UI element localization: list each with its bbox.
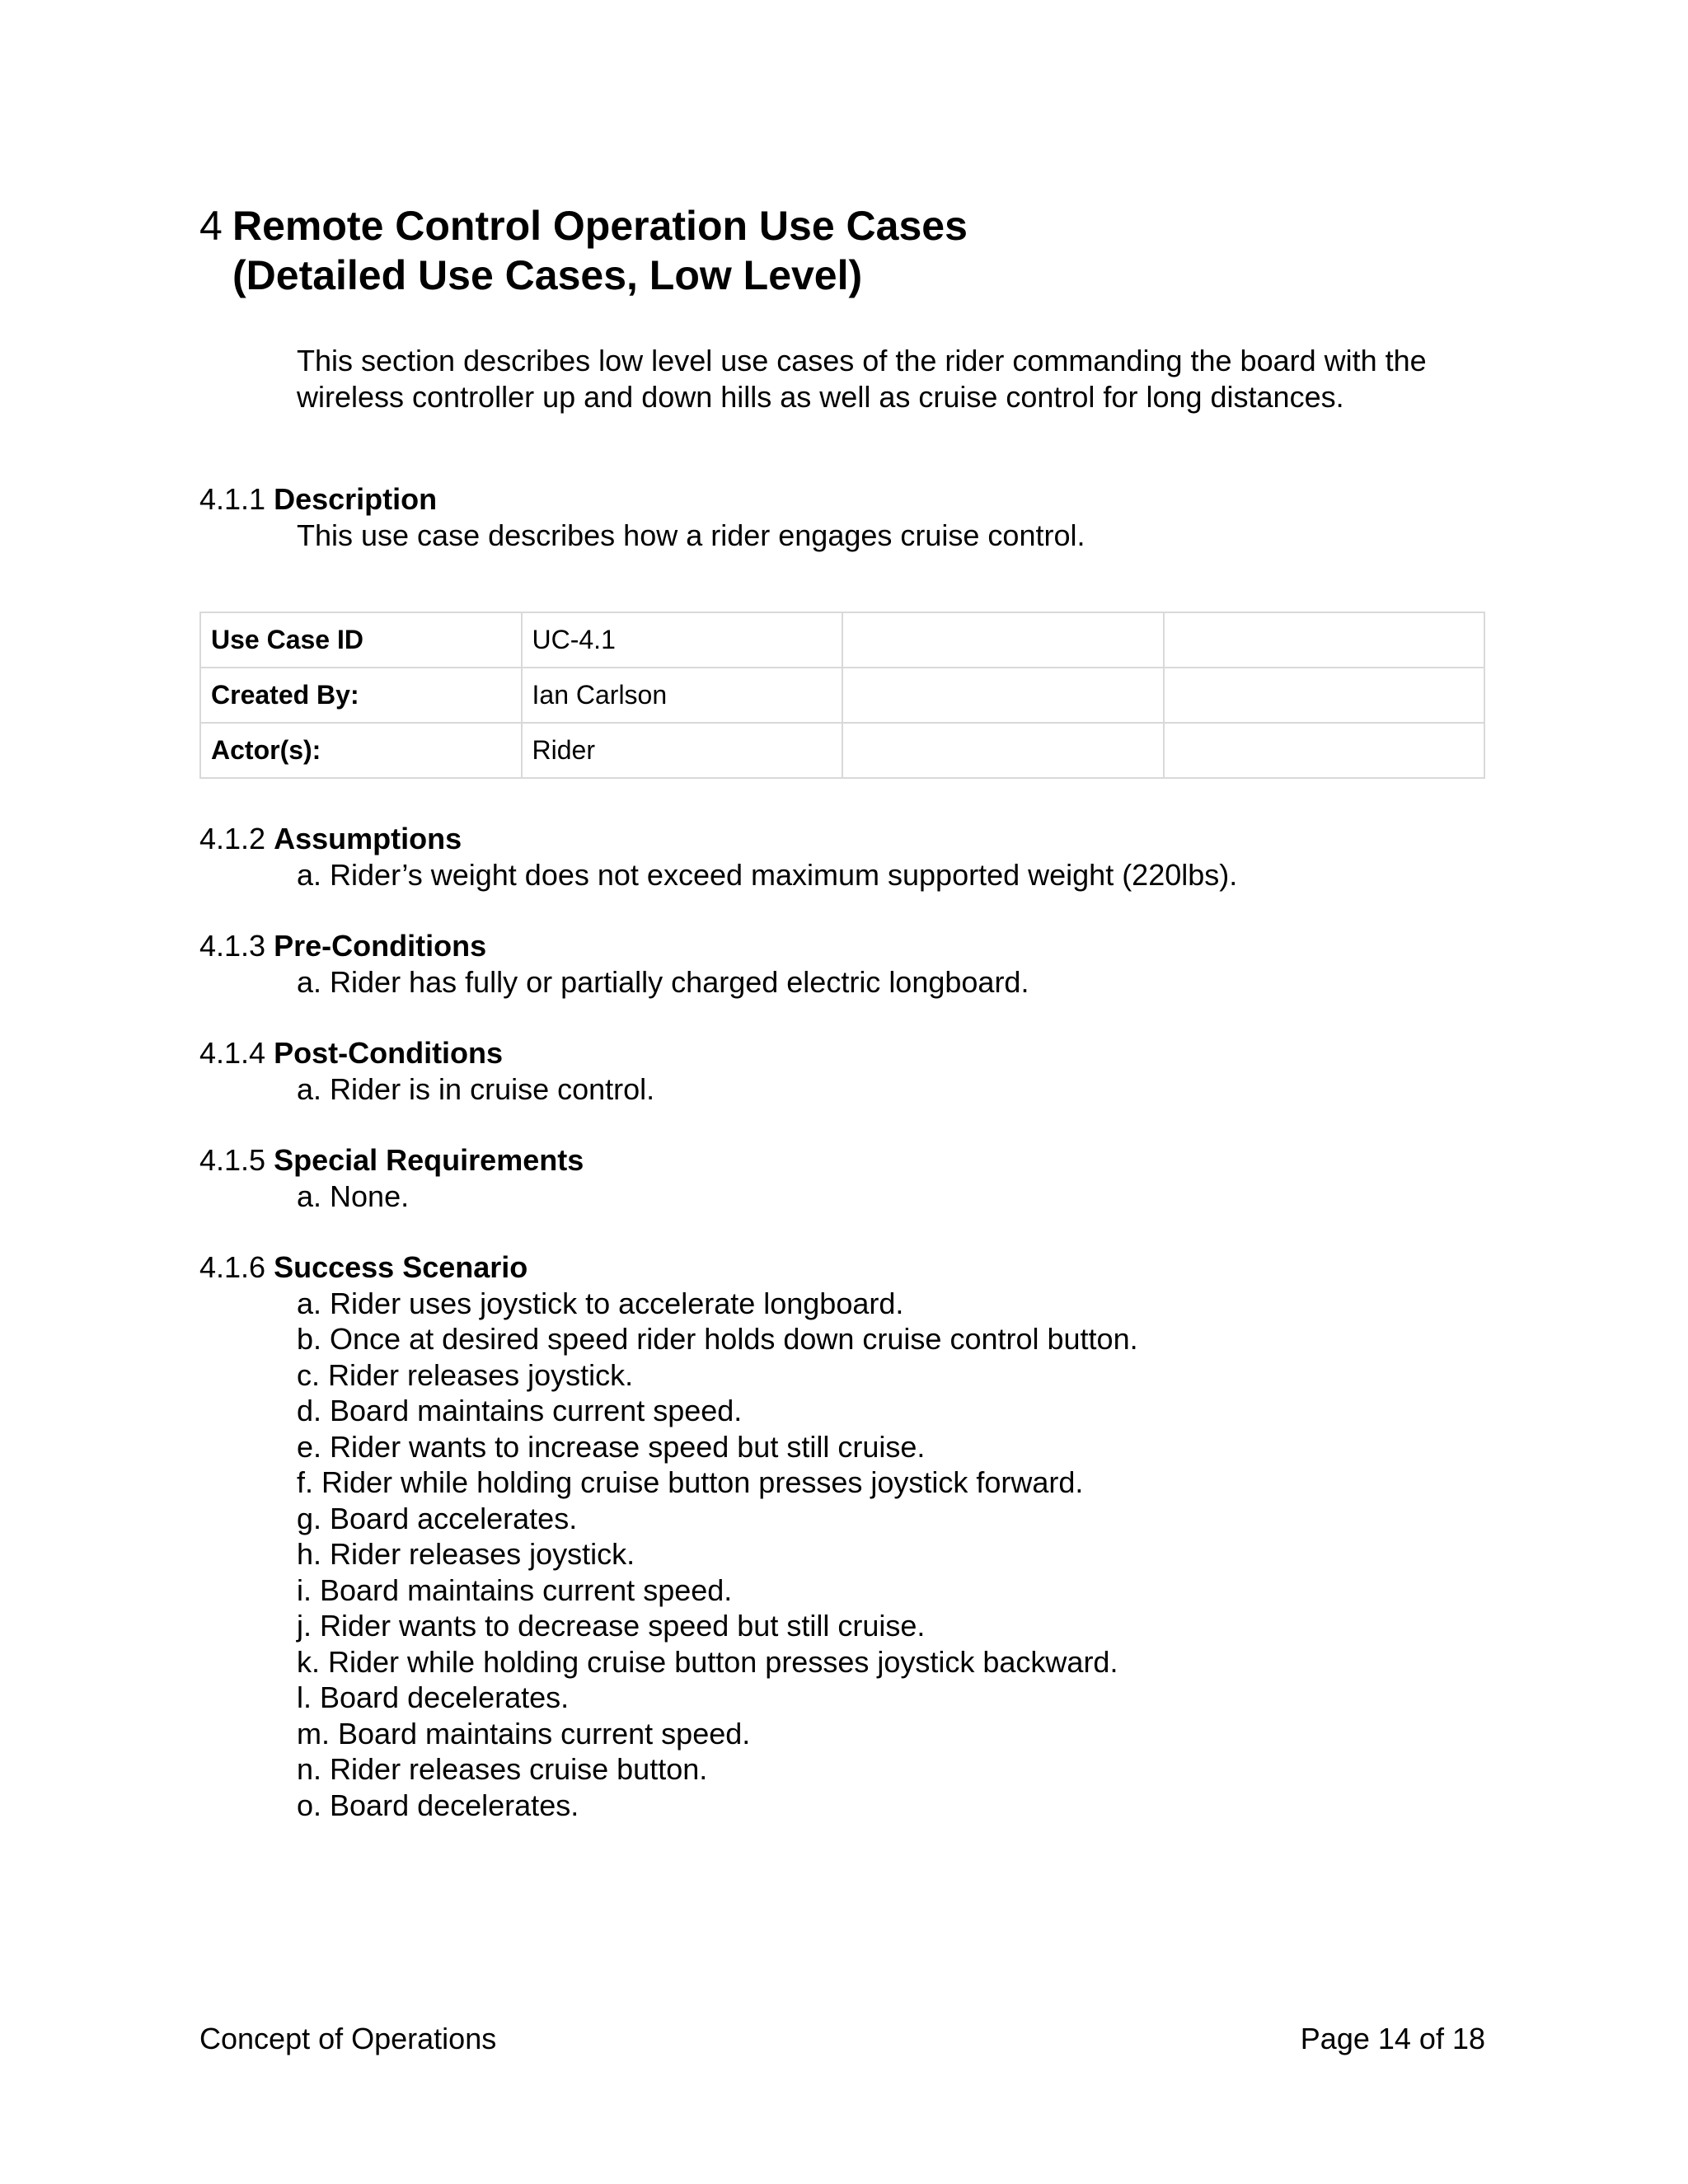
postconditions-section <box>199 1035 1485 1107</box>
assumptions-list <box>199 857 1485 893</box>
footer-document-title: Concept of Operations <box>199 2022 497 2055</box>
list-item: l. Board decelerates. <box>297 1680 570 1714</box>
table-row <box>200 612 1484 668</box>
table-label-cell: Use Case ID <box>200 612 522 668</box>
assumptions-heading: 4.1.2 Assumptions <box>199 822 462 855</box>
success-scenario-section <box>199 1249 1485 1823</box>
table-empty-cell <box>842 723 1164 778</box>
list-item: h. Rider releases joystick. <box>297 1537 635 1571</box>
table-empty-cell <box>1164 723 1485 778</box>
table-empty-cell <box>842 612 1164 668</box>
preconditions-heading: 4.1.3 Pre-Conditions <box>199 929 487 963</box>
list-item: a. Rider is in cruise control. <box>297 1071 655 1106</box>
list-item: j. Rider wants to decrease speed but still cruise. <box>297 1609 926 1643</box>
assumptions-section <box>199 821 1485 893</box>
table-label-cell: Actor(s): <box>200 723 522 778</box>
table-value-cell: Rider <box>522 723 843 778</box>
table-value-cell: Ian Carlson <box>522 668 843 723</box>
section-title: Remote Control Operation Use Cases (Detailed Use Cases, Low Level) <box>232 203 968 298</box>
list-item: e. Rider wants to increase speed but still cruise. <box>297 1429 926 1464</box>
list-item: b. Once at desired speed rider holds down cruise control button. <box>297 1322 1138 1356</box>
section-number: 4 <box>199 203 223 249</box>
list-item: a. None. <box>297 1179 410 1213</box>
success-scenario-list <box>199 1286 1485 1824</box>
table-label-cell: Created By: <box>200 668 522 723</box>
preconditions-section <box>199 928 1485 1000</box>
section-heading <box>199 201 1518 300</box>
description-text: This use case describes how a rider engages cruise control. <box>297 518 1085 552</box>
special-requirements-list <box>199 1179 1485 1215</box>
postconditions-list <box>199 1071 1485 1108</box>
special-requirements-heading: 4.1.5 Special Requirements <box>199 1143 584 1177</box>
table-row <box>200 668 1484 723</box>
list-item: c. Rider releases joystick. <box>297 1357 634 1392</box>
list-item: f. Rider while holding cruise button presses joystick forward. <box>297 1465 1084 1499</box>
list-item: d. Board maintains current speed. <box>297 1394 743 1427</box>
list-item: a. Rider’s weight does not exceed maximum supported weight (220lbs). <box>297 857 1238 892</box>
use-case-table <box>199 612 1485 779</box>
table-empty-cell <box>1164 612 1485 668</box>
special-requirements-section <box>199 1142 1485 1214</box>
table-row <box>200 723 1484 778</box>
table-empty-cell <box>1164 668 1485 723</box>
footer-page-number: Page 14 of 18 <box>1300 2022 1485 2055</box>
table-value-cell: UC-4.1 <box>522 612 843 668</box>
preconditions-list <box>199 964 1485 1001</box>
list-item: o. Board decelerates. <box>297 1788 579 1822</box>
description-heading: 4.1.1 Description <box>199 482 438 516</box>
list-item: i. Board maintains current speed. <box>297 1572 733 1607</box>
table-empty-cell <box>842 668 1164 723</box>
intro-paragraph: This section describes low level use cases of the rider commanding the board with the wireless controller up and down hills as well as cruise control for long distances. <box>297 344 1427 414</box>
list-item: m. Board maintains current speed. <box>297 1716 751 1750</box>
list-item: a. Rider has fully or partially charged electric longboard. <box>297 964 1029 999</box>
description-section <box>199 481 1485 553</box>
list-item: a. Rider uses joystick to accelerate longboard. <box>297 1286 904 1320</box>
success-scenario-heading: 4.1.6 Success Scenario <box>199 1250 528 1284</box>
list-item: k. Rider while holding cruise button presses joystick backward. <box>297 1644 1118 1679</box>
postconditions-heading: 4.1.4 Post-Conditions <box>199 1036 504 1070</box>
list-item: n. Rider releases cruise button. <box>297 1752 708 1786</box>
list-item: g. Board accelerates. <box>297 1501 578 1535</box>
